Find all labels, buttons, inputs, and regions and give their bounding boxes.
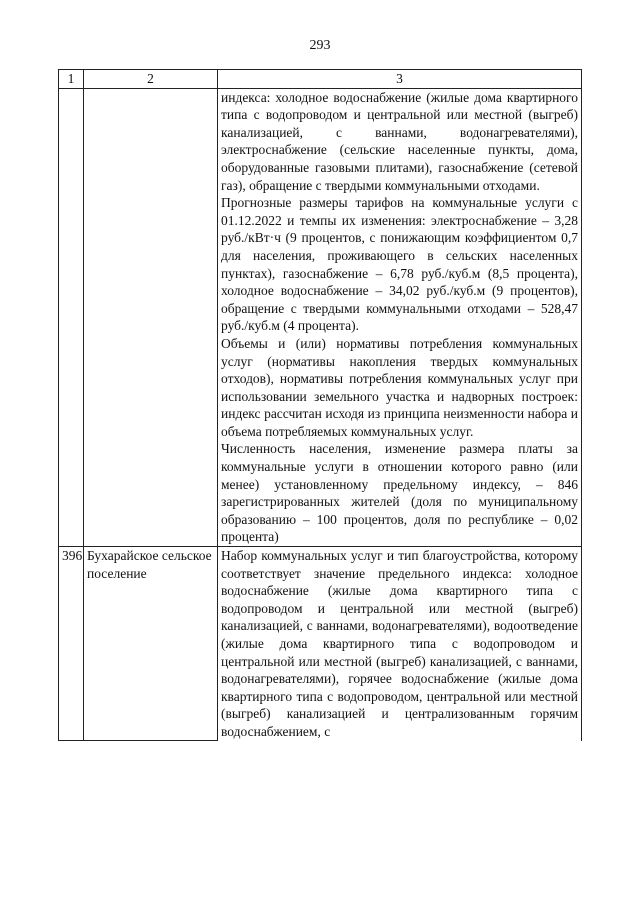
paragraph: Объемы и (или) нормативы потребления коммунальных услуг (нормативы накопления твердых коммунальных отходов), нормативы потребления коммунальных услуг при использовании земельного участка и надворных построек: индекс рассчитан исходя из принципа неизменности набора и объема потребляемых коммунальных услуг.	[221, 335, 578, 439]
table-row-396	[59, 547, 582, 741]
table-row-continued	[59, 88, 582, 546]
header-col-2: 2	[84, 70, 218, 89]
row-number	[59, 88, 84, 546]
page-number: 293	[309, 38, 331, 53]
paragraph: Численность населения, изменение размера платы за коммунальные услуги в отношении которого равно (или менее) установленному предельному индексу, – 846 зарегистрированных жителей (доля по муниципальному образованию – 100 процентов, доля по республике – 0,02 процента)	[221, 441, 578, 545]
row-description	[218, 547, 582, 741]
row-municipality: Бухарайское сельское поселение	[84, 547, 218, 741]
header-col-1: 1	[59, 70, 84, 89]
row-description	[218, 88, 582, 546]
table-header-row	[59, 70, 582, 89]
regulation-table	[58, 69, 582, 741]
row-municipality	[84, 88, 218, 546]
paragraph: Прогнозные размеры тарифов на коммунальные услуги с 01.12.2022 и темпы их изменения: электроснабжение – 3,28 руб./кВт·ч (9 процентов, с понижающим коэффициентом 0,7 для населения, проживающего в сельских населенных пунктах), газоснабжение – 6,78 руб./куб.м (8,5 процента), холодное водоснабжение – 34,02 руб./куб.м (9 процентов), обращение с твердыми коммунальными отходами – 528,47 руб./куб.м (4 процента).	[221, 195, 578, 334]
paragraph: индекса: холодное водоснабжение (жилые дома квартирного типа с водопроводом и центральной или местной (выгреб) канализацией, с ваннами, водонагревателями), электроснабжение (сельские населенные пункты, дома, оборудованные газовыми плитами), газоснабжение (сетевой газ), обращение с твердыми коммунальными отходами.	[221, 89, 578, 193]
header-col-3: 3	[218, 70, 582, 89]
paragraph: Набор коммунальных услуг и тип благоустройства, которому соответствует значение предельного индекса: холодное водоснабжение (жилые дома квартирного типа с водопроводом и центральной или местной (выгреб) канализацией, с ваннами, водонагревателями), водоотведение (жилые дома квартирного типа с водопроводом и центральной или местной (выгреб) канализацией, с ваннами, водонагревателями), горячее водоснабжение (жилые дома квартирного типа с водопроводом, центральной или местной (выгреб) канализацией и централизованным горячим водоснабжением, с	[221, 548, 578, 739]
row-number: 396	[59, 547, 84, 741]
